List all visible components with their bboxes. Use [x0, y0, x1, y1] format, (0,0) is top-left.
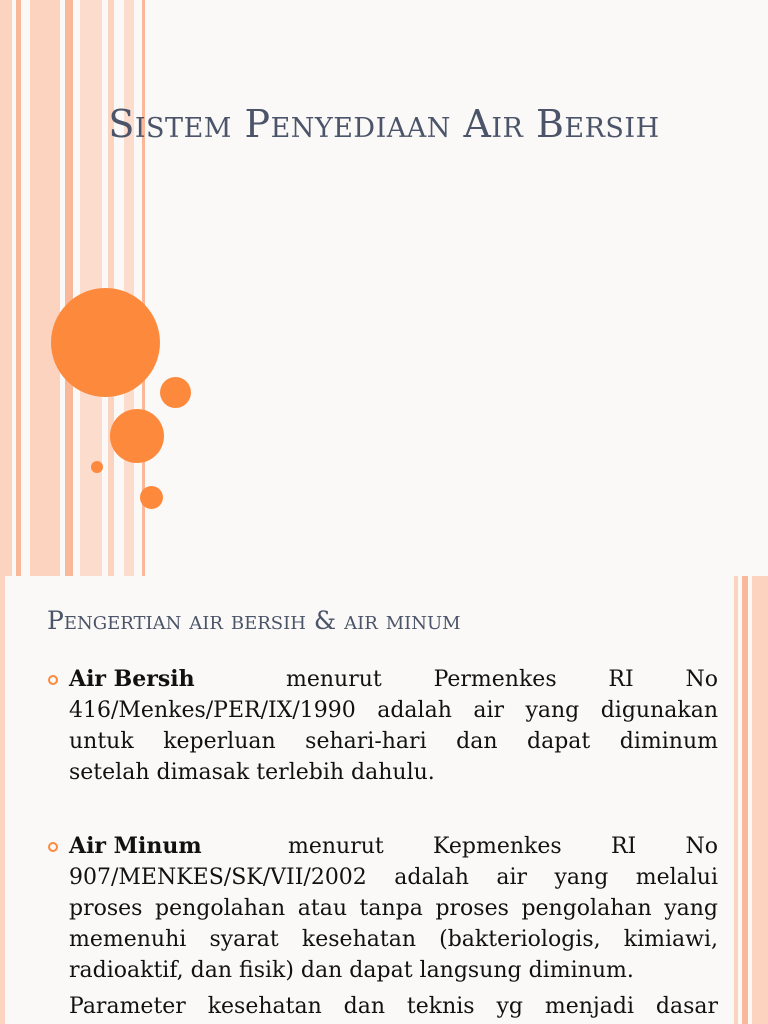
definition-air-minum	[69, 831, 718, 986]
term-air-bersih: Air Bersih	[69, 666, 195, 692]
decor-circle-tiny	[91, 461, 103, 473]
definition-air-bersih	[69, 664, 718, 788]
decor-circle-medium	[110, 409, 164, 463]
bullet-icon	[48, 842, 58, 852]
decor-circle-large	[51, 288, 160, 397]
slide-heading: Pengertian air bersih & air minum	[47, 606, 461, 635]
text-line: untuk keperluan sehari-hari dan dapat diminum	[69, 729, 718, 754]
decor-stripe	[30, 0, 60, 576]
line-rest: menurut Permenkes RI No	[286, 667, 718, 692]
text-line: radioaktif, dan fisik) dan dapat langsung diminum.	[69, 958, 634, 983]
text-line: proses pengolahan atau tanpa proses pengolahan yang	[69, 896, 718, 921]
text-line: 907/MENKES/SK/VII/2002 adalah air yang melalui	[69, 865, 718, 890]
decor-stripe	[0, 576, 5, 1024]
bullet-icon	[48, 675, 58, 685]
decor-circle-small	[140, 486, 163, 509]
decor-stripe	[742, 576, 748, 1024]
decor-stripe	[124, 0, 134, 576]
decor-stripe	[734, 576, 738, 1024]
decor-circle-small	[160, 377, 191, 408]
text-line: 416/Menkes/PER/IX/1990 adalah air yang digunakan	[69, 698, 718, 723]
decor-stripe	[16, 0, 21, 576]
decor-stripe	[65, 0, 73, 576]
text-line: memenuhi syarat kesehatan (bakteriologis, kimiawi,	[69, 927, 718, 952]
decor-stripe	[0, 0, 12, 576]
term-air-minum: Air Minum	[69, 833, 202, 859]
parameter-text: Parameter kesehatan dan teknis yg menjadi dasar	[69, 994, 718, 1019]
slide-title: Sistem Penyediaan Air Bersih	[108, 102, 660, 146]
text-line: setelah dimasak terlebih dahulu.	[69, 760, 435, 785]
decor-stripe	[752, 576, 768, 1024]
line-rest: menurut Kepmenkes RI No	[288, 834, 718, 859]
content-slide	[0, 576, 768, 1024]
